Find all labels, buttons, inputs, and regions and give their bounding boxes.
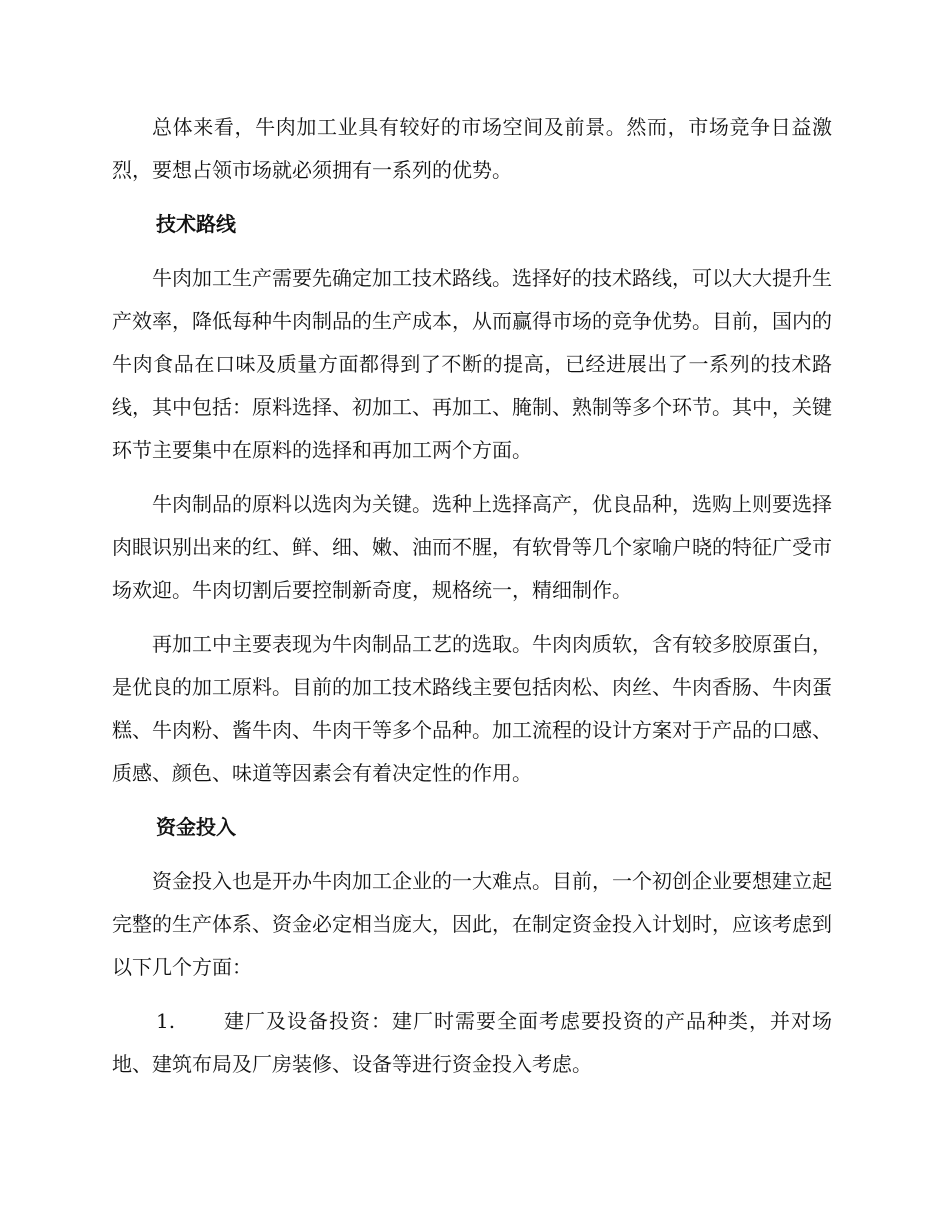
paragraph-capital-investment: 资金投入也是开办牛肉加工企业的一大难点。目前，一个初创企业要想建立起完整的生产体系、资金必定相当庞大，因此，在制定资金投入计划时，应该考虑到以下几个方面： — [112, 869, 832, 979]
list-item-number: 1. — [156, 1009, 176, 1033]
paragraph-reprocessing: 再加工中主要表现为牛肉制品工艺的选取。牛肉肉质软，含有较多胶原蛋白，是优良的加工原料。目前的加工技术路线主要包括肉松、肉丝、牛肉香肠、牛肉蛋糕、牛肉粉、酱牛肉、牛肉干等多个品种。加工流程的设计方案对于产品的口感、质感、颜色、味道等因素会有着决定性的作用。 — [112, 632, 832, 785]
document-page — [112, 106, 832, 1086]
list-item — [112, 1000, 832, 1086]
heading-capital-investment: 资金投入 — [156, 815, 236, 839]
paragraph-market-outlook: 总体来看，牛肉加工业具有较好的市场空间及前景。然而，市场竞争日益激烈，要想占领市场就必须拥有一系列的优势。 — [112, 115, 832, 182]
paragraph-technical-route: 牛肉加工生产需要先确定加工技术路线。选择好的技术路线，可以大大提升生产效率，降低每种牛肉制品的生产成本，从而赢得市场的竞争优势。目前，国内的牛肉食品在口味及质量方面都得到了不断的提高，已经进展出了一系列的技术路线，其中包括：原料选择、初加工、再加工、腌制、熟制等多个环节。其中，关键环节主要集中在原料的选择和再加工两个方面。 — [112, 266, 832, 462]
paragraph-raw-materials: 牛肉制品的原料以选肉为关键。选种上选择高产，优良品种，选购上则要选择肉眼识别出来的红、鲜、细、嫩、油而不腥，有软骨等几个家喻户晓的特征广受市场欢迎。牛肉切割后要控制新奇度，规格统一，精细制作。 — [112, 492, 832, 602]
heading-technical-route: 技术路线 — [156, 212, 236, 236]
list-item-text: 建厂及设备投资：建厂时需要全面考虑要投资的产品种类，并对场地、建筑布局及厂房装修、设备等进行资金投入考虑。 — [112, 1009, 832, 1076]
